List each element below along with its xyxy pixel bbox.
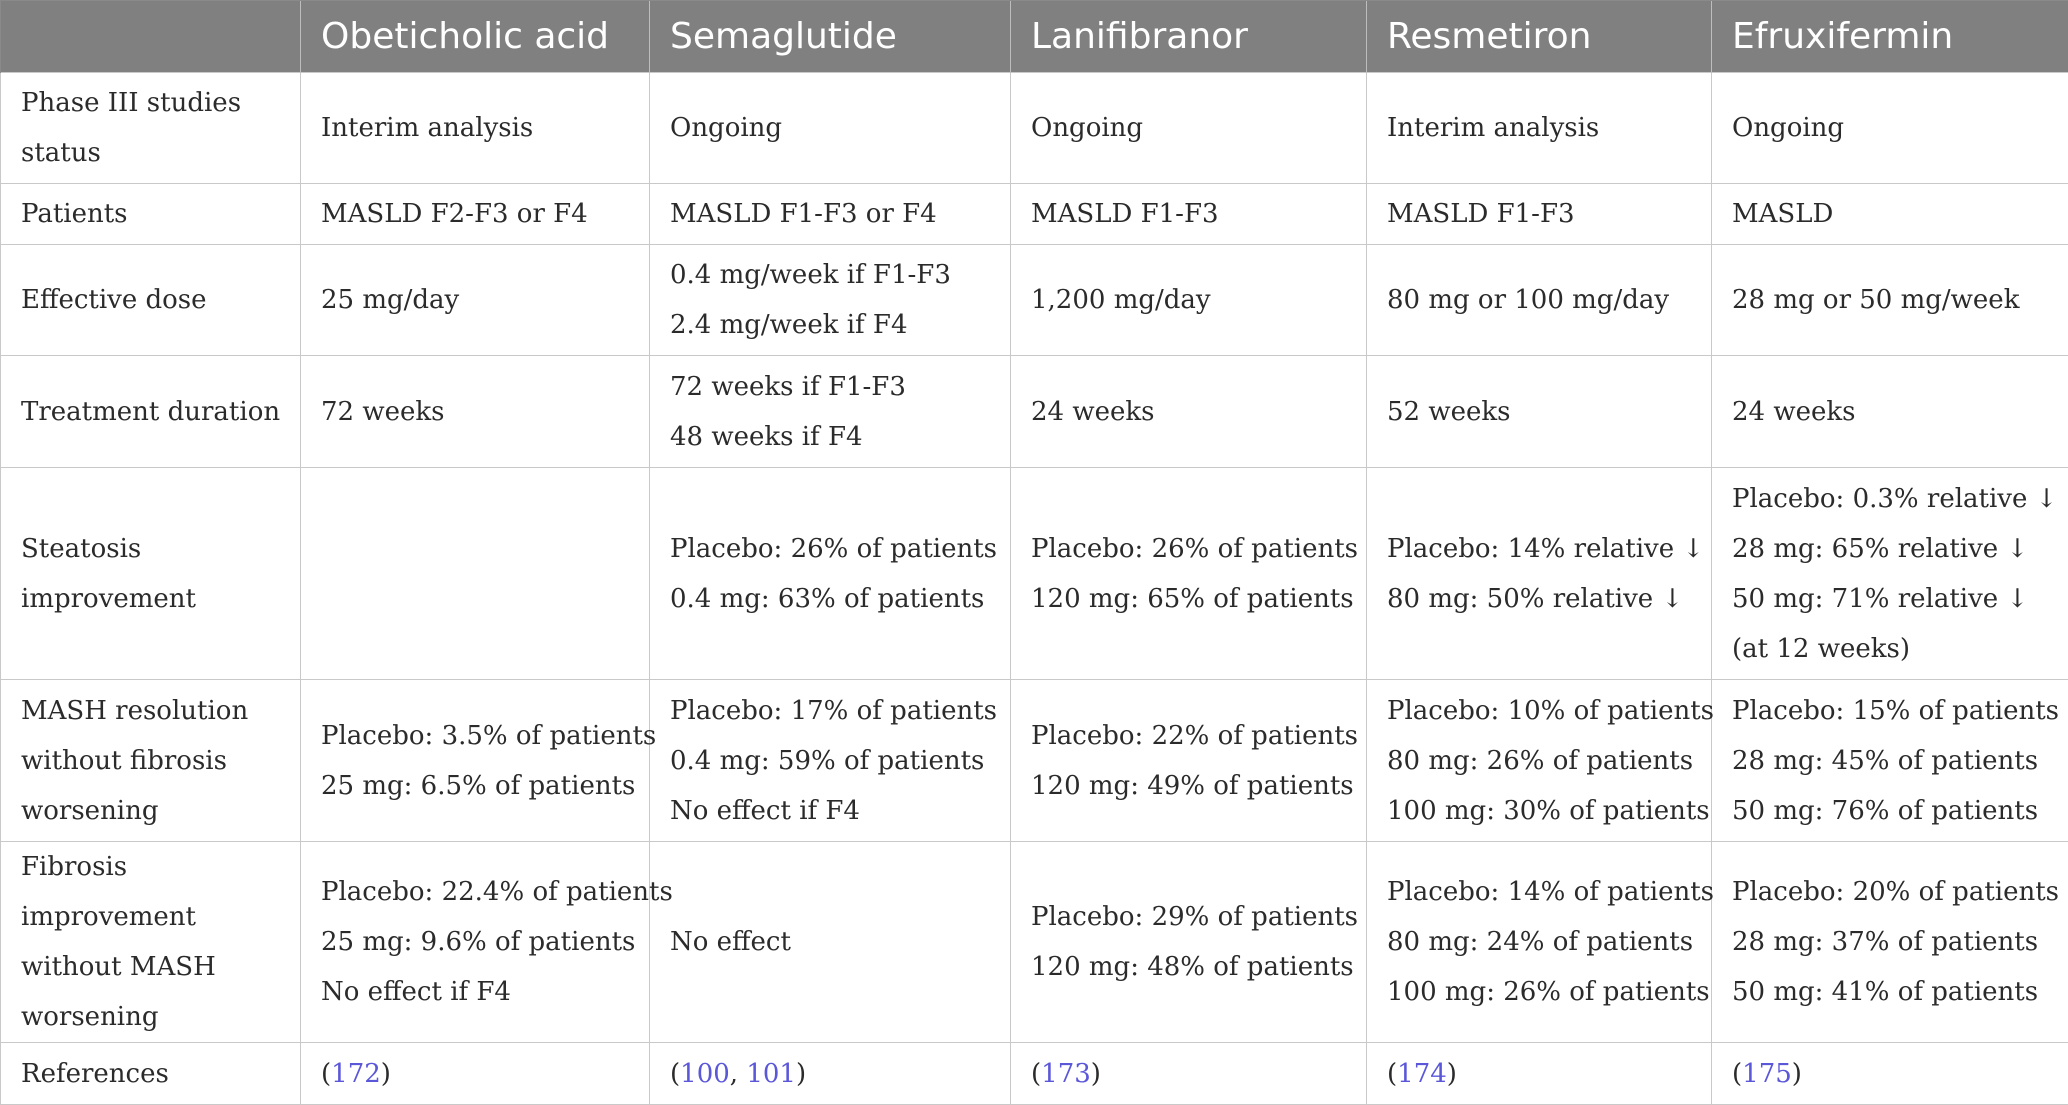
cell-line: Placebo: 14% relative ↓ bbox=[1387, 524, 1699, 574]
table-cell bbox=[1367, 1043, 1712, 1105]
cell-line: 48 weeks if F4 bbox=[670, 412, 998, 462]
cell-line: No effect if F4 bbox=[321, 967, 637, 1017]
cell-line: MASLD F1-F3 bbox=[1387, 189, 1699, 239]
cell-line: 1,200 mg/day bbox=[1031, 275, 1354, 325]
table-cell bbox=[1367, 184, 1712, 245]
row-label: Phase III studies status bbox=[1, 73, 301, 184]
table-cell bbox=[1367, 680, 1712, 842]
cell-line: 28 mg or 50 mg/week bbox=[1732, 275, 2056, 325]
cell-line: 25 mg: 6.5% of patients bbox=[321, 761, 637, 811]
ref-paren: ) bbox=[1792, 1059, 1802, 1089]
table-cell bbox=[1712, 184, 2068, 245]
ref-paren: ( bbox=[670, 1059, 680, 1089]
table-cell bbox=[301, 680, 650, 842]
row-label: Steatosis improvement bbox=[1, 468, 301, 680]
cell-line: MASLD F1-F3 bbox=[1031, 189, 1354, 239]
table-cell bbox=[1011, 184, 1367, 245]
cell-line: 80 mg or 100 mg/day bbox=[1387, 275, 1699, 325]
table-row bbox=[1, 73, 2068, 184]
table-cell bbox=[1712, 1043, 2068, 1105]
row-label: Patients bbox=[1, 184, 301, 245]
cell-line: 0.4 mg/week if F1-F3 bbox=[670, 250, 998, 300]
cell-line: Placebo: 14% of patients bbox=[1387, 867, 1699, 917]
cell-line: Placebo: 26% of patients bbox=[1031, 524, 1354, 574]
ref-paren: ( bbox=[321, 1059, 331, 1089]
table-cell bbox=[650, 73, 1011, 184]
table-row bbox=[1, 245, 2068, 356]
table-cell bbox=[650, 356, 1011, 468]
table-cell bbox=[1011, 356, 1367, 468]
cell-line: Placebo: 15% of patients bbox=[1732, 686, 2056, 736]
table-cell bbox=[650, 1043, 1011, 1105]
table-cell bbox=[301, 73, 650, 184]
cell-line: Interim analysis bbox=[1387, 103, 1699, 153]
row-label: References bbox=[1, 1043, 301, 1105]
ref-paren: ( bbox=[1732, 1059, 1742, 1089]
table-cell bbox=[1712, 468, 2068, 680]
cell-line: 25 mg: 9.6% of patients bbox=[321, 917, 637, 967]
table-cell bbox=[1712, 680, 2068, 842]
cell-line: Ongoing bbox=[1732, 103, 2056, 153]
cell-line: Ongoing bbox=[670, 103, 998, 153]
cell-line: 100 mg: 26% of patients bbox=[1387, 967, 1699, 1017]
cell-line: 24 weeks bbox=[1031, 387, 1354, 437]
row-label: Effective dose bbox=[1, 245, 301, 356]
table-row bbox=[1, 184, 2068, 245]
cell-line: 0.4 mg: 63% of patients bbox=[670, 574, 998, 624]
cell-line: Placebo: 22% of patients bbox=[1031, 711, 1354, 761]
header-obeticholic-acid: Obeticholic acid bbox=[301, 1, 650, 73]
cell-line: No effect bbox=[670, 917, 998, 967]
table-cell bbox=[1011, 842, 1367, 1043]
cell-line: Placebo: 29% of patients bbox=[1031, 892, 1354, 942]
header-semaglutide: Semaglutide bbox=[650, 1, 1011, 73]
ref-paren: ) bbox=[381, 1059, 391, 1089]
cell-line: 24 weeks bbox=[1732, 387, 2056, 437]
cell-line: 72 weeks bbox=[321, 387, 637, 437]
cell-line: 80 mg: 26% of patients bbox=[1387, 736, 1699, 786]
ref-paren: ( bbox=[1031, 1059, 1041, 1089]
table-cell bbox=[1367, 842, 1712, 1043]
table-cell bbox=[1011, 468, 1367, 680]
row-label: Treatment duration bbox=[1, 356, 301, 468]
cell-line: Ongoing bbox=[1031, 103, 1354, 153]
table-cell bbox=[301, 468, 650, 680]
references-row bbox=[1, 1043, 2068, 1105]
cell-line: No effect if F4 bbox=[670, 786, 998, 836]
ref-paren: ) bbox=[796, 1059, 806, 1089]
table-cell bbox=[301, 842, 650, 1043]
table-cell bbox=[650, 184, 1011, 245]
table-cell bbox=[301, 184, 650, 245]
header-lanifibranor: Lanifibranor bbox=[1011, 1, 1367, 73]
table-cell bbox=[650, 468, 1011, 680]
table-row bbox=[1, 842, 2068, 1043]
reference-link[interactable]: 100 bbox=[680, 1059, 730, 1089]
cell-line: 120 mg: 49% of patients bbox=[1031, 761, 1354, 811]
table-cell bbox=[1712, 356, 2068, 468]
table-cell bbox=[301, 245, 650, 356]
cell-line: MASLD F1-F3 or F4 bbox=[670, 189, 998, 239]
cell-line: 100 mg: 30% of patients bbox=[1387, 786, 1699, 836]
reference-link[interactable]: 175 bbox=[1742, 1059, 1792, 1089]
table-cell bbox=[1011, 1043, 1367, 1105]
table-cell bbox=[1367, 468, 1712, 680]
table-cell bbox=[1367, 73, 1712, 184]
table-cell bbox=[650, 680, 1011, 842]
ref-separator: , bbox=[730, 1059, 747, 1089]
cell-line: Placebo: 22.4% of patients bbox=[321, 867, 637, 917]
row-label: Fibrosis improvement without MASH worsening bbox=[1, 842, 301, 1043]
table-cell bbox=[1712, 73, 2068, 184]
cell-line: Placebo: 26% of patients bbox=[670, 524, 998, 574]
table-cell bbox=[1011, 680, 1367, 842]
table-row bbox=[1, 356, 2068, 468]
cell-line: 50 mg: 41% of patients bbox=[1732, 967, 2056, 1017]
cell-line: 120 mg: 65% of patients bbox=[1031, 574, 1354, 624]
cell-line: 28 mg: 37% of patients bbox=[1732, 917, 2056, 967]
cell-line: Placebo: 3.5% of patients bbox=[321, 711, 637, 761]
cell-line: 28 mg: 65% relative ↓ bbox=[1732, 524, 2056, 574]
reference-link[interactable]: 172 bbox=[331, 1059, 381, 1089]
header-corner bbox=[1, 1, 301, 73]
table-cell bbox=[301, 356, 650, 468]
table-row bbox=[1, 680, 2068, 842]
table-cell bbox=[1712, 245, 2068, 356]
cell-line: MASLD F2-F3 or F4 bbox=[321, 189, 637, 239]
ref-paren: ( bbox=[1387, 1059, 1397, 1089]
cell-line: MASLD bbox=[1732, 189, 2056, 239]
cell-line: Placebo: 10% of patients bbox=[1387, 686, 1699, 736]
cell-line: 2.4 mg/week if F4 bbox=[670, 300, 998, 350]
cell-line: 120 mg: 48% of patients bbox=[1031, 942, 1354, 992]
cell-line: 80 mg: 24% of patients bbox=[1387, 917, 1699, 967]
cell-line: 25 mg/day bbox=[321, 275, 637, 325]
cell-line: 0.4 mg: 59% of patients bbox=[670, 736, 998, 786]
table-cell bbox=[650, 245, 1011, 356]
cell-line: Placebo: 0.3% relative ↓ bbox=[1732, 474, 2056, 524]
cell-line: (at 12 weeks) bbox=[1732, 624, 2056, 674]
table-cell bbox=[1011, 245, 1367, 356]
table-cell bbox=[1011, 73, 1367, 184]
table-cell bbox=[1367, 356, 1712, 468]
table-cell bbox=[650, 842, 1011, 1043]
row-label: MASH resolution without fibrosis worsening bbox=[1, 680, 301, 842]
ref-paren: ) bbox=[1091, 1059, 1101, 1089]
cell-line: 50 mg: 76% of patients bbox=[1732, 786, 2056, 836]
header-row bbox=[1, 1, 2068, 73]
reference-link[interactable]: 174 bbox=[1397, 1059, 1447, 1089]
reference-link[interactable]: 173 bbox=[1041, 1059, 1091, 1089]
header-efruxifermin: Efruxifermin bbox=[1712, 1, 2068, 73]
cell-line: 72 weeks if F1-F3 bbox=[670, 362, 998, 412]
ref-paren: ) bbox=[1447, 1059, 1457, 1089]
table-cell bbox=[1367, 245, 1712, 356]
cell-line: 28 mg: 45% of patients bbox=[1732, 736, 2056, 786]
table-cell bbox=[301, 1043, 650, 1105]
cell-line: 52 weeks bbox=[1387, 387, 1699, 437]
cell-line: Interim analysis bbox=[321, 103, 637, 153]
cell-line: Placebo: 17% of patients bbox=[670, 686, 998, 736]
header-resmetiron: Resmetiron bbox=[1367, 1, 1712, 73]
table-row bbox=[1, 468, 2068, 680]
table-cell bbox=[1712, 842, 2068, 1043]
reference-link[interactable]: 101 bbox=[746, 1059, 796, 1089]
cell-line: Placebo: 20% of patients bbox=[1732, 867, 2056, 917]
cell-line: 50 mg: 71% relative ↓ bbox=[1732, 574, 2056, 624]
cell-line: 80 mg: 50% relative ↓ bbox=[1387, 574, 1699, 624]
